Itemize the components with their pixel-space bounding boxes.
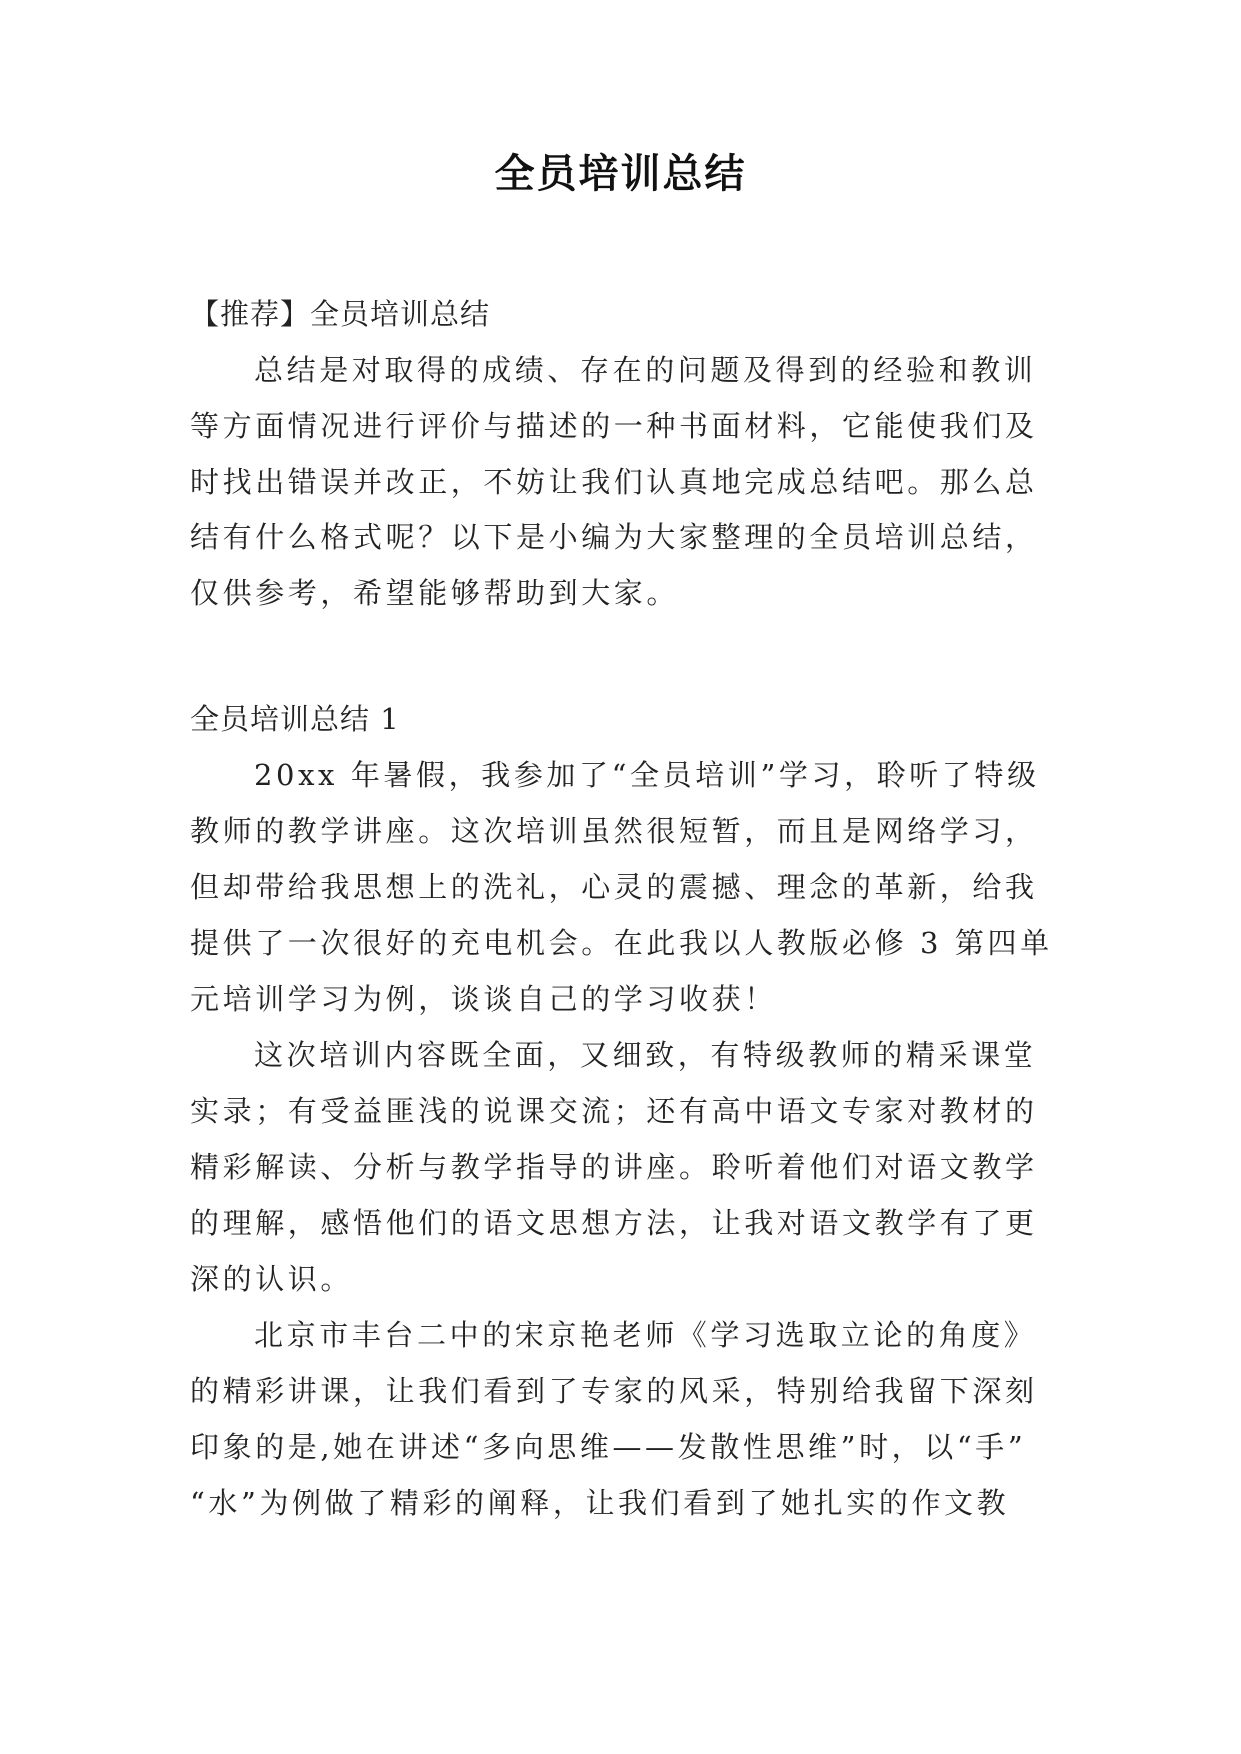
- text-line: 北京市丰台二中的宋京艳老师《学习选取立论的角度》: [254, 1318, 1037, 1352]
- text-line: 结有什么格式呢？以下是小编为大家整理的全员培训总结，: [190, 520, 1038, 554]
- section-heading: 全员培训总结 1: [190, 702, 400, 736]
- text-line: 总结是对取得的成绩、存在的问题及得到的经验和教训: [254, 353, 1037, 387]
- text-line: 的精彩讲课，让我们看到了专家的风采，特别给我留下深刻: [190, 1374, 1038, 1408]
- text-line: 精彩解读、分析与教学指导的讲座。聆听着他们对语文教学: [190, 1150, 1038, 1184]
- text-line: 的理解，感悟他们的语文思想方法，让我对语文教学有了更: [190, 1206, 1038, 1240]
- text-line: “水”为例做了精彩的阐释，让我们看到了她扎实的作文教: [190, 1486, 1010, 1520]
- text-line: 教师的教学讲座。这次培训虽然很短暂，而且是网络学习，: [190, 814, 1038, 848]
- text-line: 时找出错误并改正，不妨让我们认真地完成总结吧。那么总: [190, 465, 1038, 499]
- document-title: 全员培训总结: [494, 151, 747, 197]
- text-line: 提供了一次很好的充电机会。在此我以人教版必修 3 第四单: [190, 926, 1053, 960]
- intro-heading: 【推荐】全员培训总结: [190, 297, 491, 331]
- text-line: 等方面情况进行评价与描述的一种书面材料，它能使我们及: [190, 409, 1038, 443]
- text-line: 这次培训内容既全面，又细致，有特级教师的精采课堂: [254, 1038, 1037, 1072]
- text-line: 元培训学习为例，谈谈自己的学习收获！: [190, 982, 777, 1016]
- text-line: 印象的是,她在讲述“多向思维——发散性思维”时，以“手”: [190, 1430, 1027, 1464]
- text-line: 实录；有受益匪浅的说课交流；还有高中语文专家对教材的: [190, 1094, 1038, 1128]
- text-line: 但却带给我思想上的洗礼，心灵的震撼、理念的革新，给我: [190, 870, 1038, 904]
- text-line: 20xx 年暑假，我参加了“全员培训”学习，聆听了特级: [254, 758, 1040, 792]
- text-line: 深的认识。: [190, 1262, 354, 1296]
- text-line: 仅供参考，希望能够帮助到大家。: [190, 576, 680, 610]
